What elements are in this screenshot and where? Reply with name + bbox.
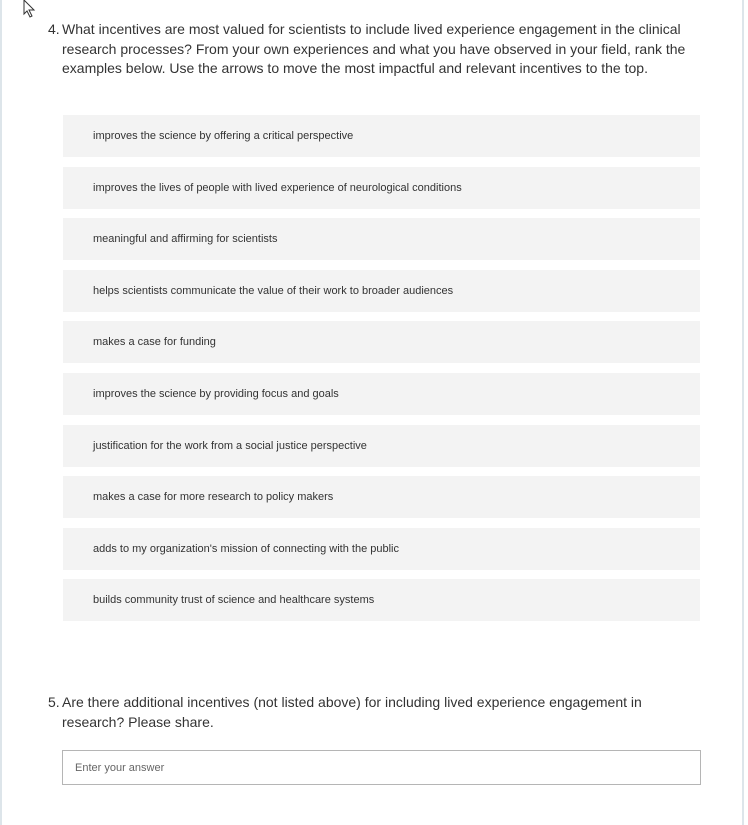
question-4 — [48, 20, 688, 79]
rank-item[interactable]: improves the science by offering a critical perspective — [63, 115, 700, 157]
rank-item[interactable]: builds community trust of science and healthcare systems — [63, 579, 700, 621]
question-text: Are there additional incentives (not listed above) for including lived experience engagement in research? Please share. — [62, 694, 642, 730]
answer-input[interactable] — [62, 750, 701, 785]
question-number: 5. — [48, 694, 60, 710]
rank-item[interactable]: makes a case for more research to policy makers — [63, 476, 700, 518]
question-text: What incentives are most valued for scientists to include lived experience engagement in the clinical research processes? From your own experiences and what you have observed in your field, rank the examples below. Use the arrows to move the most impactful and relevant incentives to the top. — [62, 21, 686, 76]
question-5 — [48, 693, 688, 732]
rank-item[interactable]: meaningful and affirming for scientists — [63, 218, 700, 260]
rank-item[interactable]: adds to my organization's mission of connecting with the public — [63, 528, 700, 570]
rank-item[interactable]: makes a case for funding — [63, 321, 700, 363]
rank-item[interactable]: helps scientists communicate the value of their work to broader audiences — [63, 270, 700, 312]
rank-item[interactable]: improves the lives of people with lived experience of neurological conditions — [63, 167, 700, 209]
rank-item[interactable]: justification for the work from a social justice perspective — [63, 425, 700, 467]
question-number: 4. — [48, 21, 60, 37]
rank-item[interactable]: improves the science by providing focus and goals — [63, 373, 700, 415]
mouse-cursor-icon — [22, 0, 42, 20]
